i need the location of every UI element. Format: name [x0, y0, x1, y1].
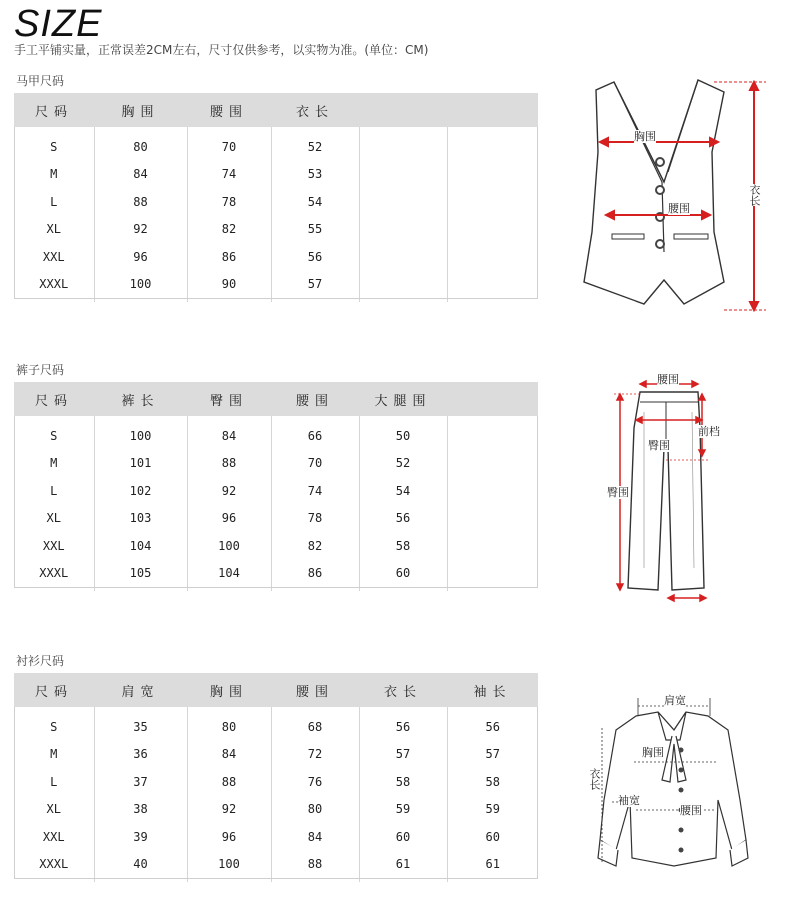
table-cell: [359, 188, 447, 216]
table-cell: 38: [94, 796, 187, 824]
shirt-shoulder-label: 肩宽: [664, 694, 686, 707]
table-cell: 52: [271, 127, 359, 161]
table-cell: 56: [359, 707, 447, 741]
table-header-row: [14, 382, 538, 416]
table-cell: 61: [447, 851, 538, 883]
table-row: [14, 271, 538, 303]
table-row: [14, 216, 538, 244]
vest-size-table: [14, 93, 538, 302]
column-header: 裤长: [94, 382, 187, 416]
table-cell: [359, 127, 447, 161]
table-cell: 36: [94, 741, 187, 769]
table-cell: 88: [271, 851, 359, 883]
table-cell: 55: [271, 216, 359, 244]
table-cell: 84: [271, 823, 359, 851]
column-header: 袖长: [447, 673, 538, 707]
table-cell: 86: [271, 560, 359, 592]
table-cell: 57: [271, 271, 359, 303]
table-row: [14, 450, 538, 478]
table-cell: 90: [187, 271, 271, 303]
vest-waist-label: 腰围: [668, 202, 690, 215]
table-cell: 92: [187, 477, 271, 505]
table-cell: 58: [447, 768, 538, 796]
column-header: 胸围: [187, 673, 271, 707]
table-cell: 96: [187, 823, 271, 851]
table-cell: 54: [359, 477, 447, 505]
table-cell: 57: [447, 741, 538, 769]
table-cell: 35: [94, 707, 187, 741]
size-note: 手工平铺实量，正常误差2CM左右，尺寸仅供参考，以实物为准。(单位：CM): [14, 43, 429, 57]
table-row: [14, 768, 538, 796]
table-cell: 96: [94, 243, 187, 271]
shirt-sleeve-label: 袖宽: [618, 794, 640, 807]
table-cell: [447, 271, 538, 303]
table-row: [14, 127, 538, 161]
table-cell: 102: [94, 477, 187, 505]
table-row: [14, 707, 538, 741]
table-cell: [447, 161, 538, 189]
table-cell: 58: [359, 768, 447, 796]
table-cell: 39: [94, 823, 187, 851]
table-cell: 60: [447, 823, 538, 851]
table-cell: 80: [271, 796, 359, 824]
column-header: [359, 93, 447, 127]
table-cell: S: [50, 139, 58, 154]
table-cell: 54: [271, 188, 359, 216]
table-cell: 66: [271, 416, 359, 450]
table-cell: 82: [271, 532, 359, 560]
table-cell: 84: [94, 161, 187, 189]
table-cell: [359, 243, 447, 271]
page-title: SIZE: [14, 3, 103, 45]
column-header: 肩宽: [94, 673, 187, 707]
table-cell: 40: [94, 851, 187, 883]
table-cell: [447, 560, 538, 592]
table-cell: 104: [94, 532, 187, 560]
table-row: [14, 532, 538, 560]
pants-size-table: [14, 382, 538, 591]
table-cell: 78: [271, 505, 359, 533]
table-cell: 59: [359, 796, 447, 824]
column-header: 尺码: [14, 673, 94, 707]
table-cell: XL: [46, 802, 61, 817]
table-cell: 84: [187, 741, 271, 769]
vest-section-title: 马甲尺码: [16, 74, 65, 88]
table-cell: 60: [359, 823, 447, 851]
table-cell: 58: [359, 532, 447, 560]
table-cell: 53: [271, 161, 359, 189]
table-cell: 82: [187, 216, 271, 244]
table-cell: XXL: [42, 538, 65, 553]
pants-hip-label: 臀围: [648, 439, 670, 452]
table-cell: 56: [359, 505, 447, 533]
table-cell: 101: [94, 450, 187, 478]
column-header: 大腿围: [359, 382, 447, 416]
column-header: 衣长: [271, 93, 359, 127]
table-cell: [447, 188, 538, 216]
column-header: [447, 382, 538, 416]
table-row: [14, 188, 538, 216]
table-cell: M: [50, 167, 58, 182]
table-cell: XXXL: [39, 566, 69, 581]
table-row: [14, 505, 538, 533]
table-cell: XL: [46, 511, 61, 526]
pants-waist-label: 腰围: [657, 373, 679, 386]
pants-section-title: 裤子尺码: [16, 363, 65, 377]
column-header: 尺码: [14, 382, 94, 416]
table-cell: 78: [187, 188, 271, 216]
table-cell: L: [50, 194, 58, 209]
table-cell: 92: [94, 216, 187, 244]
table-cell: 96: [187, 505, 271, 533]
table-cell: [359, 161, 447, 189]
table-cell: 68: [271, 707, 359, 741]
table-cell: [359, 271, 447, 303]
table-cell: 59: [447, 796, 538, 824]
table-cell: 74: [187, 161, 271, 189]
table-header-row: [14, 673, 538, 707]
table-row: [14, 823, 538, 851]
vest-diagram: [574, 72, 774, 322]
column-header: 腰围: [271, 673, 359, 707]
table-cell: L: [50, 483, 58, 498]
table-row: [14, 161, 538, 189]
table-cell: 74: [271, 477, 359, 505]
table-cell: 56: [271, 243, 359, 271]
table-cell: 60: [359, 560, 447, 592]
table-cell: 103: [94, 505, 187, 533]
shirt-length-label: 衣长: [588, 768, 601, 790]
column-header: [447, 93, 538, 127]
table-cell: 61: [359, 851, 447, 883]
table-cell: 52: [359, 450, 447, 478]
shirt-section-title: 衬衫尺码: [16, 654, 65, 668]
table-cell: 37: [94, 768, 187, 796]
shirt-waist-label: 腰围: [680, 804, 702, 817]
column-header: 胸围: [94, 93, 187, 127]
table-cell: 100: [187, 532, 271, 560]
table-row: [14, 416, 538, 450]
table-cell: 100: [187, 851, 271, 883]
table-cell: XXL: [42, 829, 65, 844]
table-cell: [359, 216, 447, 244]
shirt-size-table: [14, 673, 538, 882]
table-row: [14, 560, 538, 592]
table-cell: XXXL: [39, 857, 69, 872]
table-cell: 84: [187, 416, 271, 450]
table-cell: 56: [447, 707, 538, 741]
table-cell: 100: [94, 271, 187, 303]
column-header: 尺码: [14, 93, 94, 127]
pants-diagram: [600, 368, 730, 608]
table-cell: XXXL: [39, 277, 69, 292]
pants-length-label: 臀围: [607, 486, 629, 499]
table-cell: 88: [187, 450, 271, 478]
table-cell: [447, 216, 538, 244]
table-cell: XL: [46, 222, 61, 237]
table-cell: 92: [187, 796, 271, 824]
table-row: [14, 741, 538, 769]
table-row: [14, 796, 538, 824]
table-cell: 72: [271, 741, 359, 769]
table-cell: M: [50, 747, 58, 762]
table-cell: 80: [94, 127, 187, 161]
table-cell: 88: [94, 188, 187, 216]
pants-front-rise-label: 前档: [698, 425, 720, 438]
table-cell: [447, 416, 538, 450]
table-cell: S: [50, 428, 58, 443]
table-cell: 100: [94, 416, 187, 450]
shirt-chest-label: 胸围: [642, 746, 664, 759]
table-cell: 70: [187, 127, 271, 161]
table-cell: 70: [271, 450, 359, 478]
vest-length-label: 衣长: [748, 184, 761, 206]
table-cell: S: [50, 719, 58, 734]
table-cell: [447, 450, 538, 478]
table-cell: [447, 477, 538, 505]
table-cell: L: [50, 774, 58, 789]
table-cell: [447, 243, 538, 271]
table-cell: 76: [271, 768, 359, 796]
table-header-row: [14, 93, 538, 127]
table-cell: 88: [187, 768, 271, 796]
vest-chest-label: 胸围: [634, 130, 656, 143]
column-header: 衣长: [359, 673, 447, 707]
table-row: [14, 243, 538, 271]
table-cell: XXL: [42, 249, 65, 264]
table-row: [14, 477, 538, 505]
column-header: 臀围: [187, 382, 271, 416]
table-cell: 104: [187, 560, 271, 592]
table-cell: [447, 505, 538, 533]
table-cell: [447, 532, 538, 560]
shirt-diagram: [586, 690, 756, 890]
table-row: [14, 851, 538, 883]
table-cell: 57: [359, 741, 447, 769]
table-cell: M: [50, 456, 58, 471]
table-cell: 80: [187, 707, 271, 741]
column-header: 腰围: [271, 382, 359, 416]
table-cell: 86: [187, 243, 271, 271]
table-cell: 105: [94, 560, 187, 592]
table-cell: 50: [359, 416, 447, 450]
table-cell: [447, 127, 538, 161]
column-header: 腰围: [187, 93, 271, 127]
